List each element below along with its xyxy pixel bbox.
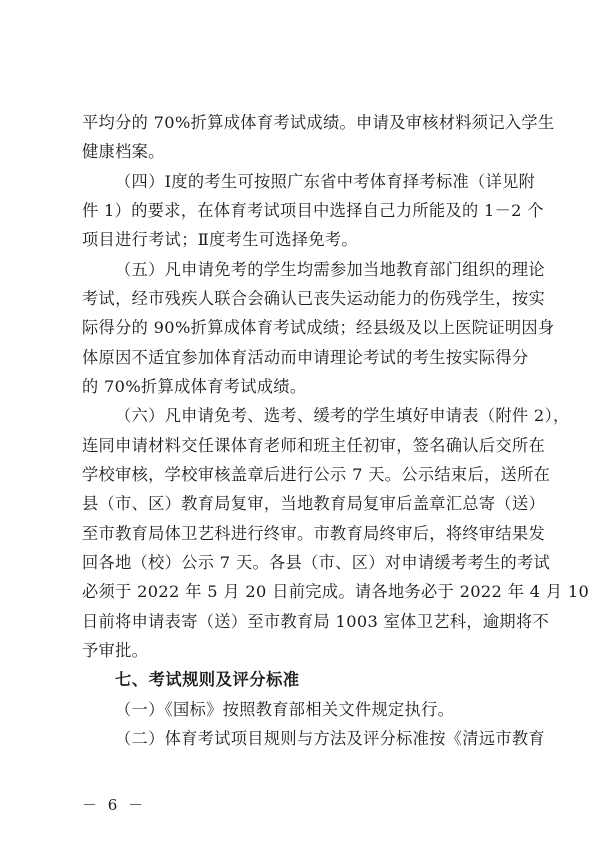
body-text-line: 际得分的 90%折算成体育考试成绩；经县级及以上医院证明因身 (82, 318, 555, 337)
body-text-line: 学校审核，学校审核盖章后进行公示 7 天。公示结束后，送所在 (82, 465, 551, 484)
section-7-item-2: （二）体育考试项目规则与方法及评分标准按《清远市教育 (115, 729, 545, 748)
body-text-line: 必须于 2022 年 5 月 20 日前完成。请各地务必于 2022 年 4 月 10 (82, 582, 590, 601)
section-7-item-1: （一）《国标》按照教育部相关文件规定执行。 (115, 700, 455, 719)
body-text-line: 平均分的 70%折算成体育考试成绩。申请及审核材料须记入学生 (82, 113, 555, 132)
paragraph-4-start: （四）Ⅰ度的考生可按照广东省中考体育择考标准（详见附 (115, 172, 536, 191)
body-text-line: 至市教育局体卫艺科进行终审。市教育局终审后，将终审结果发 (82, 524, 546, 543)
body-text-line: 回各地（校）公示 7 天。各县（市、区）对申请缓考考生的考试 (82, 553, 551, 572)
body-text-line: 连同申请材料交任课体育老师和班主任初审，签名确认后交所在 (82, 436, 546, 455)
section-heading: 七、考试规则及评分标准 (115, 670, 300, 689)
paragraph-6-start: （六）凡申请免考、选考、缓考的学生填好申请表（附件 2）， (115, 406, 570, 425)
body-text-line: 县（市、区）教育局复审，当地教育局复审后盖章汇总寄（送） (82, 494, 546, 513)
body-text-line: 件 1）的要求，在体育考试项目中选择自己力所能及的 1－2 个 (82, 201, 544, 220)
body-text-line: 体原因不适宜参加体育活动而申请理论考试的考生按实际得分 (82, 348, 529, 367)
body-text-line: 项目进行考试；Ⅱ度考生可选择免考。 (82, 230, 358, 249)
body-text-line: 的 70%折算成体育考试成绩。 (82, 377, 307, 396)
body-text-line: 日前将申请表寄（送）至市教育局 1003 室体卫艺科，逾期将不 (82, 612, 550, 631)
body-text-line: 予审批。 (82, 641, 149, 660)
body-text-line: 考试，经市残疾人联合会确认已丧失运动能力的伤残学生，按实 (82, 289, 546, 308)
page-number: － 6 － (82, 796, 147, 814)
paragraph-5-start: （五）凡申请免考的学生均需参加当地教育部门组织的理论 (115, 260, 545, 279)
body-text-line: 健康档案。 (82, 142, 165, 161)
